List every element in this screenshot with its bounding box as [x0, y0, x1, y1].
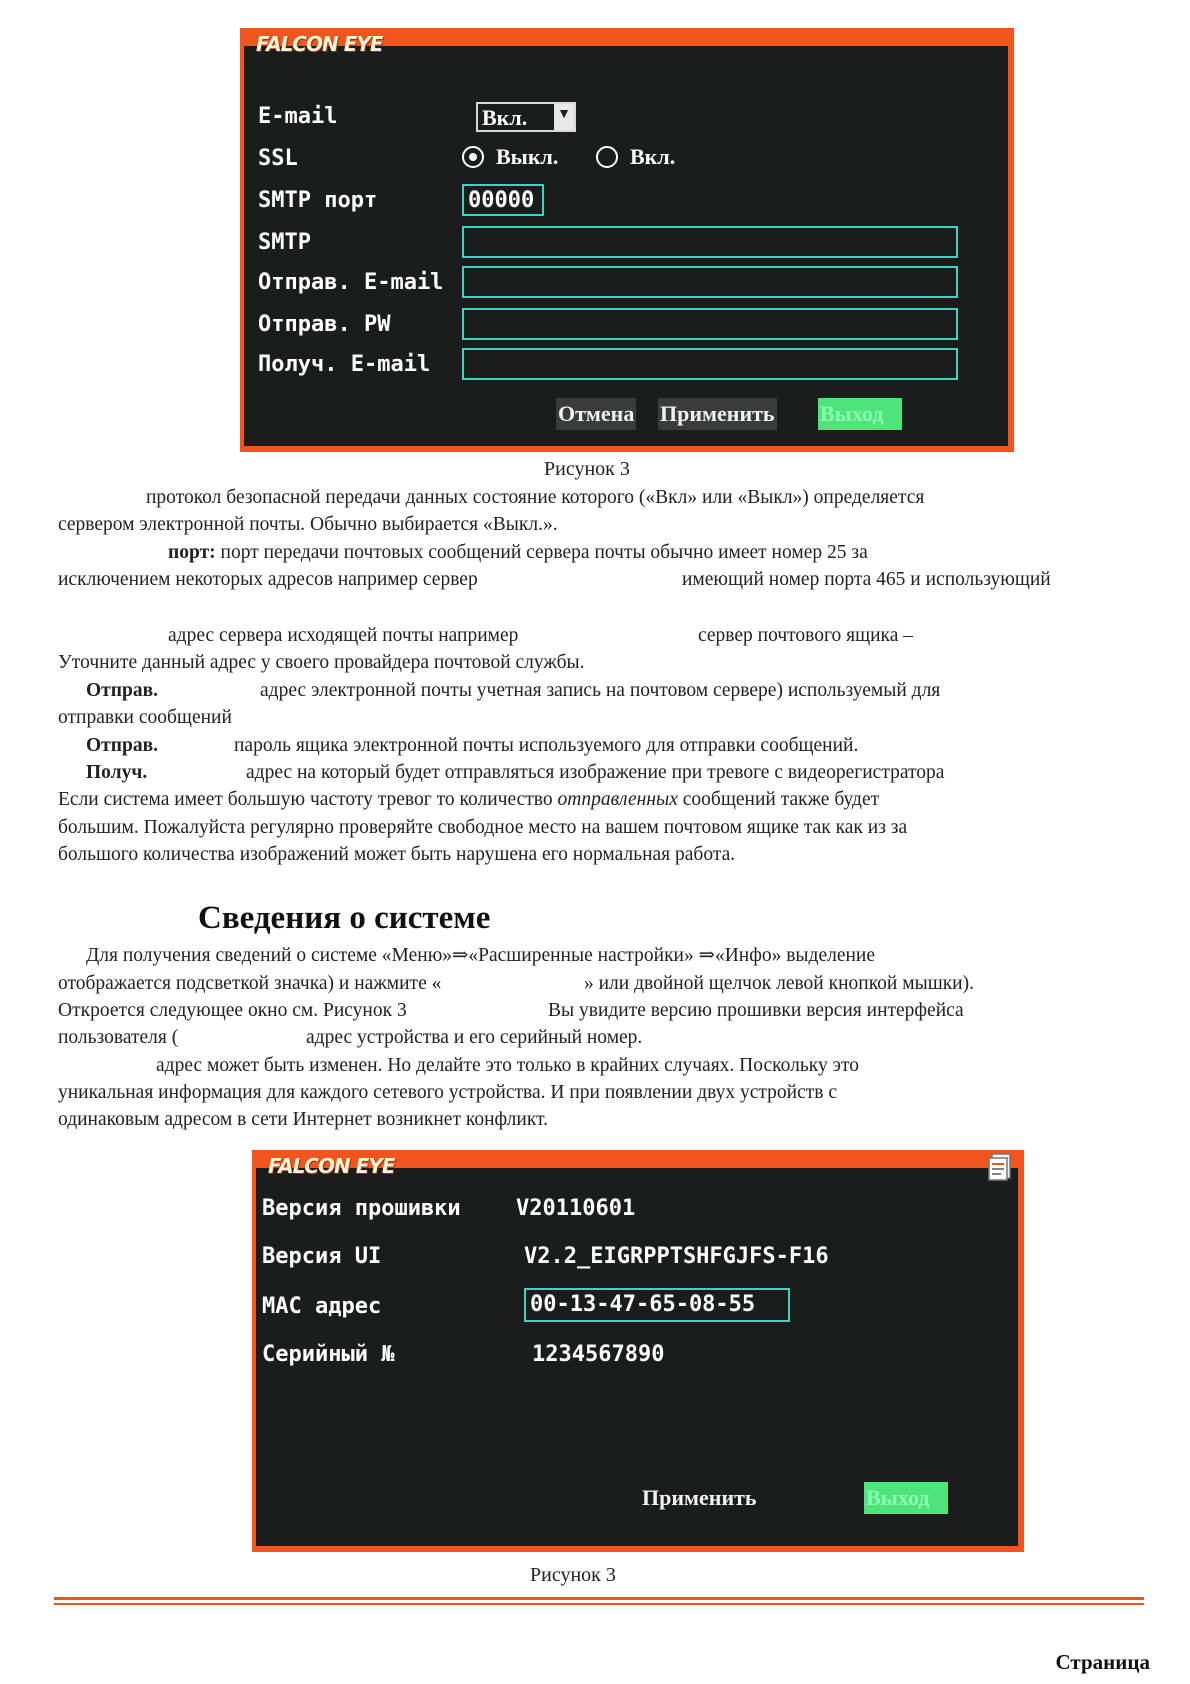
smtp-port-label: SMTP порт: [258, 188, 378, 213]
recipient-email-input[interactable]: [462, 348, 958, 380]
paragraph-line: одинаковым адресом в сети Интернет возникнет конфликт.: [58, 1109, 548, 1130]
paragraph-line: адрес на который будет отправляться изображение при тревоге с видеорегистратора: [246, 762, 945, 783]
page-footer: Страница: [1055, 1650, 1150, 1674]
paragraph-line: адрес сервера исходящей почты например: [168, 625, 519, 646]
ssl-on-label: Вкл.: [630, 144, 676, 169]
serial-value: 1234567890: [532, 1342, 665, 1367]
email-label: E-mail: [258, 104, 338, 129]
footer-rule: [54, 1597, 1144, 1600]
figure-caption-2: Рисунок 3: [530, 1564, 616, 1586]
paragraph-line: сервером электронной почты. Обычно выбирается «Выкл.».: [58, 514, 558, 535]
firmware-label: Версия прошивки: [262, 1196, 461, 1221]
figure-caption-1: Рисунок 3: [544, 458, 630, 480]
apply-button[interactable]: Применить: [640, 1482, 759, 1514]
chevron-down-icon: ▼: [554, 104, 574, 130]
email-dropdown[interactable]: [476, 102, 576, 132]
ui-version-label: Версия UI: [262, 1244, 382, 1269]
ui-version-value: V2.2_EIGRPPTSHFGJFS-F16: [524, 1244, 829, 1269]
paragraph-line: адрес может быть изменен. Но делайте это только в крайних случаях. Поскольку это: [156, 1055, 859, 1076]
mac-value: 00-13-47-65-08-55: [530, 1292, 756, 1317]
paragraph-line: отправки сообщений: [58, 707, 232, 728]
sender-email-input[interactable]: [462, 266, 958, 298]
paragraph-line: Уточните данный адрес у своего провайдера почтовой службы.: [58, 652, 585, 673]
paragraph-line: сервер почтового ящика –: [698, 625, 914, 646]
email-dropdown-value: Вкл.: [482, 105, 528, 130]
info-document-icon: [988, 1152, 1014, 1182]
sender-pw-label: Отправ. PW: [258, 312, 391, 337]
smtp-port-value: 00000: [468, 188, 535, 213]
smtp-input[interactable]: [462, 226, 958, 258]
ssl-off-label: Выкл.: [496, 144, 559, 169]
paragraph-line: протокол безопасной передачи данных состояние которого («Вкл» или «Выкл») определяется: [146, 487, 925, 508]
paragraph-line: адрес электронной почты учетная запись на почтовом сервере) используемый для: [260, 680, 941, 701]
paragraph-line: порт: порт передачи почтовых сообщений сервера почты обычно имеет номер 25 за: [168, 542, 868, 563]
paragraph-line: Если система имеет большую частоту тревог то количество отправленных сообщений также будет: [58, 789, 880, 810]
falcon-eye-logo: FALCON EYE: [256, 32, 383, 56]
ssl-label: SSL: [258, 146, 298, 171]
recipient-email-label: Получ. E-mail: [258, 352, 431, 377]
cancel-button[interactable]: Отмена: [556, 398, 636, 430]
paragraph-line: Для получения сведений о системе «Меню»⇒«Расширенные настройки» ⇒«Инфо» выделение: [86, 945, 876, 966]
paragraph-line: Откроется следующее окно см. Рисунок 3: [58, 1000, 407, 1021]
footer-rule: [54, 1603, 1144, 1605]
bold-term: Получ.: [86, 762, 148, 783]
exit-button[interactable]: Выход: [818, 398, 902, 430]
sender-pw-input[interactable]: [462, 308, 958, 340]
email-settings-screen: [240, 28, 1014, 452]
paragraph-line: большим. Пожалуйста регулярно проверяйте свободное место на вашем почтовом ящике так как из за: [58, 817, 908, 838]
mac-input[interactable]: [524, 1288, 790, 1322]
paragraph-line: большого количества изображений может быть нарушена его нормальная работа.: [58, 844, 736, 865]
bold-term: Отправ.: [86, 680, 158, 701]
paragraph-line: » или двойной щелчок левой кнопкой мышки).: [584, 973, 974, 994]
italic-word: отправленных: [557, 789, 678, 810]
paragraph-line: адрес устройства и его серийный номер.: [306, 1027, 643, 1048]
paragraph-line: пользователя (: [58, 1027, 179, 1048]
smtp-port-input[interactable]: [462, 184, 544, 216]
falcon-eye-logo: FALCON EYE: [268, 1154, 395, 1178]
paragraph-line: пароль ящика электронной почты используемого для отправки сообщений.: [234, 735, 859, 756]
paragraph-line: исключением некоторых адресов например сервер: [58, 569, 478, 590]
system-info-screen: [252, 1150, 1024, 1552]
serial-label: Серийный №: [262, 1342, 395, 1367]
exit-button[interactable]: Выход: [864, 1482, 948, 1514]
paragraph-line: имеющий номер порта 465 и использующий: [682, 569, 1051, 590]
smtp-label: SMTP: [258, 230, 311, 255]
paragraph-line: уникальная информация для каждого сетевого устройства. И при появлении двух устройств с: [58, 1082, 838, 1103]
paragraph-line: отображается подсветкой значка) и нажмите «: [58, 973, 442, 994]
ssl-off-radio[interactable]: [462, 146, 484, 168]
sender-email-label: Отправ. E-mail: [258, 270, 444, 295]
ssl-on-radio[interactable]: [596, 146, 618, 168]
bold-term: Отправ.: [86, 735, 158, 756]
firmware-value: V20110601: [516, 1196, 636, 1221]
section-heading: Сведения о системе: [198, 900, 491, 936]
paragraph-line: Вы увидите версию прошивки версия интерфейса: [548, 1000, 964, 1021]
bold-term: порт:: [168, 542, 216, 563]
mac-label: MAC адрес: [262, 1294, 382, 1319]
apply-button[interactable]: Применить: [658, 398, 777, 430]
